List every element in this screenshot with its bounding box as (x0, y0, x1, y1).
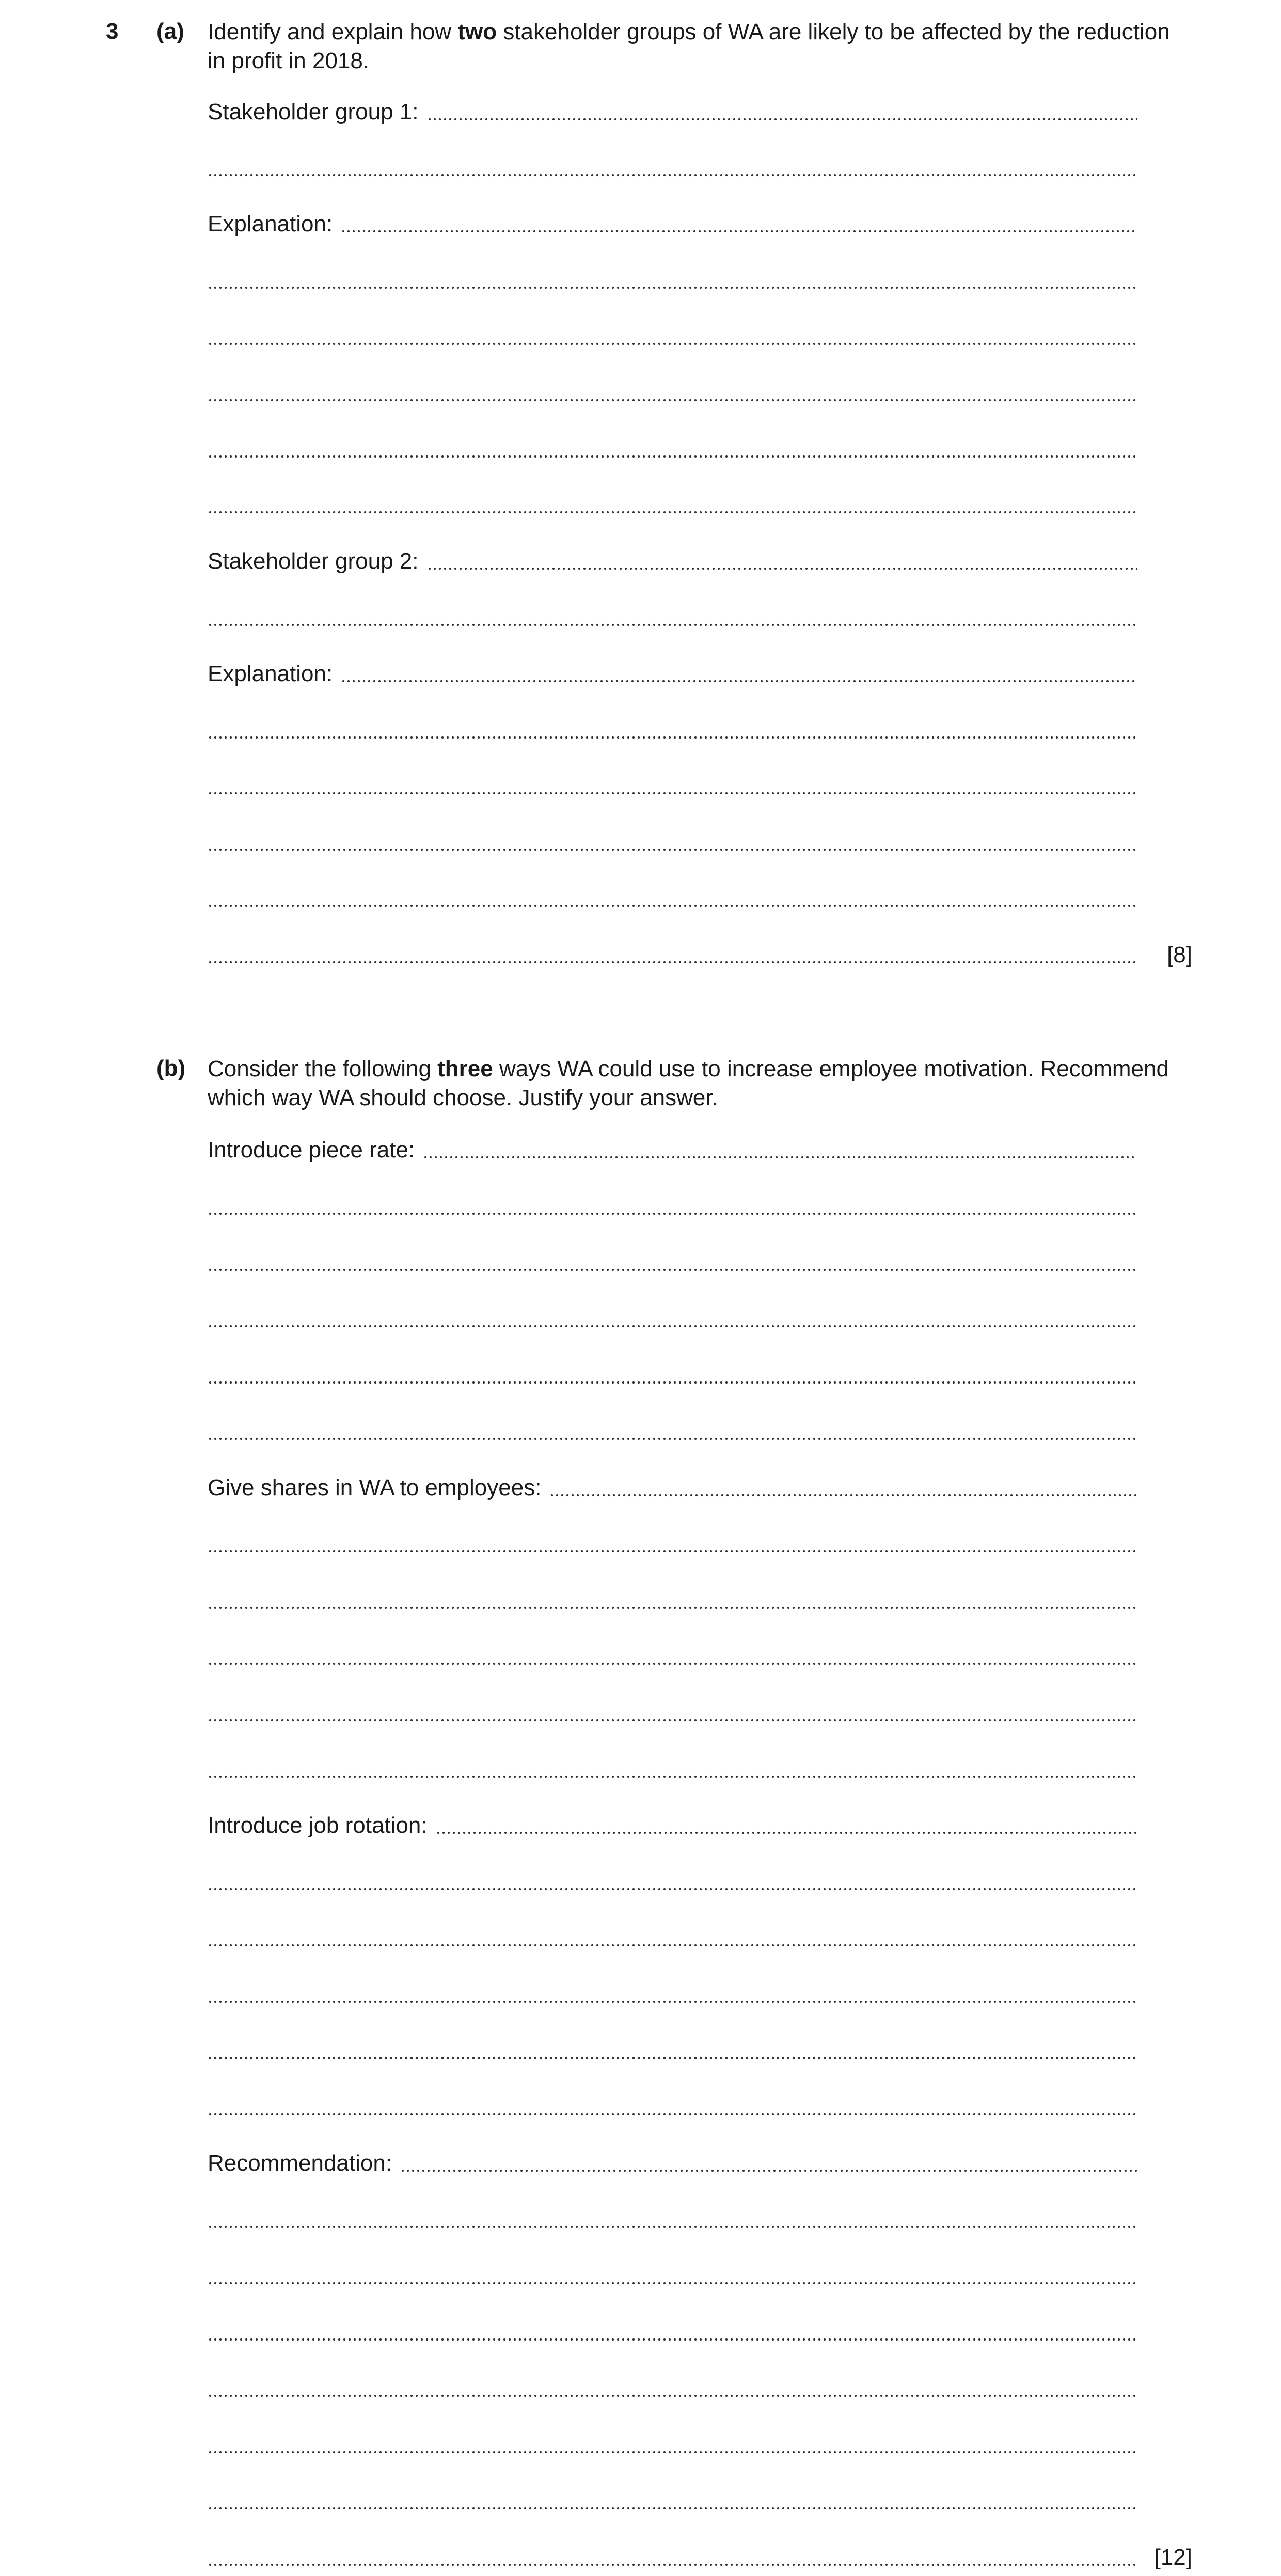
shares-label: Give shares in WA to employees: (208, 1475, 542, 1500)
job-rotation-line[interactable] (208, 1809, 1137, 1840)
dotted-line (208, 1437, 1137, 1441)
dotted-line (436, 1831, 1137, 1835)
part-a-marks: [8] (1167, 942, 1192, 967)
dotted-line (208, 2563, 1137, 2567)
part-b-prompt-emphasis: three (437, 1056, 493, 1081)
dotted-line (208, 1606, 1137, 1610)
recommendation-label: Recommendation: (208, 2150, 392, 2176)
dotted-line (549, 1493, 1137, 1497)
answer-line[interactable] (208, 714, 1137, 745)
dotted-line (208, 2112, 1137, 2116)
dotted-line (208, 791, 1137, 795)
answer-line[interactable] (208, 1359, 1137, 1390)
part-a-prompt-end: stakeholder groups of WA are likely to be affected by the reduction in profit in 2018. (208, 19, 1170, 73)
answer-line[interactable] (208, 1415, 1137, 1446)
stakeholder-1-line[interactable] (208, 96, 1137, 127)
stakeholder-1-label: Stakeholder group 1: (208, 99, 419, 124)
dotted-line (208, 1212, 1137, 1216)
dotted-line (208, 173, 1137, 177)
dotted-line (427, 117, 1137, 121)
dotted-line (208, 1943, 1137, 1947)
answer-line[interactable] (208, 1978, 1137, 2009)
answer-line[interactable] (208, 2259, 1137, 2290)
dotted-line (208, 398, 1137, 402)
shares-line[interactable] (208, 1471, 1137, 1502)
part-a-prompt (208, 18, 1194, 75)
part-b-prompt (208, 1055, 1194, 1112)
answer-line[interactable] (208, 1922, 1137, 1953)
answer-line[interactable] (208, 1528, 1137, 1559)
answer-line[interactable] (208, 769, 1137, 800)
dotted-line (208, 735, 1137, 740)
dotted-line (208, 2225, 1137, 2229)
recommendation-line[interactable] (208, 2147, 1137, 2178)
answer-line[interactable] (208, 1246, 1137, 1277)
explanation-1-label: Explanation: (208, 211, 333, 237)
dotted-line (208, 1887, 1137, 1891)
dotted-line (208, 510, 1137, 514)
answer-line[interactable] (208, 1697, 1137, 1727)
answer-line[interactable] (208, 826, 1137, 857)
answer-line[interactable] (208, 433, 1137, 464)
part-a-label: (a) (156, 19, 184, 44)
answer-line[interactable] (208, 1302, 1137, 1333)
part-b-prompt-start: Consider the following (208, 1056, 438, 1081)
part-a-prompt-start: Identify and explain how (208, 19, 458, 44)
answer-line[interactable] (208, 882, 1137, 913)
dotted-line (208, 342, 1137, 346)
answer-line[interactable] (208, 601, 1137, 632)
dotted-line (208, 2394, 1137, 2398)
job-rotation-label: Introduce job rotation: (208, 1813, 428, 1838)
dotted-line (208, 2000, 1137, 2004)
piece-rate-line[interactable] (208, 1134, 1137, 1165)
answer-line[interactable] (208, 2485, 1137, 2516)
answer-line[interactable] (208, 1640, 1137, 1671)
stakeholder-2-line[interactable] (208, 545, 1137, 576)
dotted-line (208, 1268, 1137, 1272)
dotted-line (427, 567, 1137, 571)
answer-line[interactable] (208, 1190, 1137, 1221)
part-b-prompt-end: ways WA could use to increase employee motivation. Recommend which way WA should choose. Justify your answer. (208, 1056, 1169, 1110)
explanation-2-line[interactable] (208, 657, 1137, 688)
dotted-line (208, 1662, 1137, 1666)
part-b-marks: [12] (1154, 2544, 1192, 2570)
answer-line[interactable] (208, 320, 1137, 351)
part-b-label: (b) (156, 1056, 186, 1081)
dotted-line (208, 1774, 1137, 1779)
answer-line[interactable] (208, 1753, 1137, 1784)
dotted-line (208, 2337, 1137, 2342)
dotted-line (341, 679, 1137, 683)
answer-line[interactable] (208, 1584, 1137, 1615)
dotted-line (208, 286, 1137, 290)
dotted-line (208, 960, 1137, 964)
part-a-prompt-emphasis: two (457, 19, 497, 44)
answer-line[interactable] (208, 2372, 1137, 2403)
question-number: 3 (106, 19, 119, 44)
dotted-line (208, 2506, 1137, 2510)
dotted-line (208, 2056, 1137, 2060)
dotted-line (208, 1549, 1137, 1553)
dotted-line (208, 1718, 1137, 1722)
answer-line[interactable] (208, 2541, 1137, 2572)
dotted-line (341, 229, 1137, 233)
dotted-line (208, 904, 1137, 908)
dotted-line (208, 2450, 1137, 2454)
dotted-line (400, 2169, 1137, 2173)
answer-line[interactable] (208, 264, 1137, 295)
dotted-line (208, 847, 1137, 852)
answer-line[interactable] (208, 2316, 1137, 2347)
answer-line[interactable] (208, 2034, 1137, 2065)
answer-line[interactable] (208, 2428, 1137, 2459)
stakeholder-2-label: Stakeholder group 2: (208, 548, 419, 574)
dotted-line (208, 623, 1137, 627)
answer-line[interactable] (208, 1865, 1137, 1896)
answer-line[interactable] (208, 2203, 1137, 2234)
answer-line[interactable] (208, 2091, 1137, 2122)
piece-rate-label: Introduce piece rate: (208, 1137, 415, 1163)
answer-line[interactable] (208, 489, 1137, 520)
dotted-line (208, 1324, 1137, 1328)
dotted-line (208, 454, 1137, 459)
dotted-line (208, 2281, 1137, 2285)
explanation-2-label: Explanation: (208, 661, 333, 686)
explanation-1-line[interactable] (208, 208, 1137, 239)
answer-line[interactable] (208, 938, 1137, 969)
answer-line[interactable] (208, 376, 1137, 407)
dotted-line (423, 1155, 1137, 1159)
dotted-line (208, 1380, 1137, 1385)
answer-line[interactable] (208, 151, 1137, 182)
